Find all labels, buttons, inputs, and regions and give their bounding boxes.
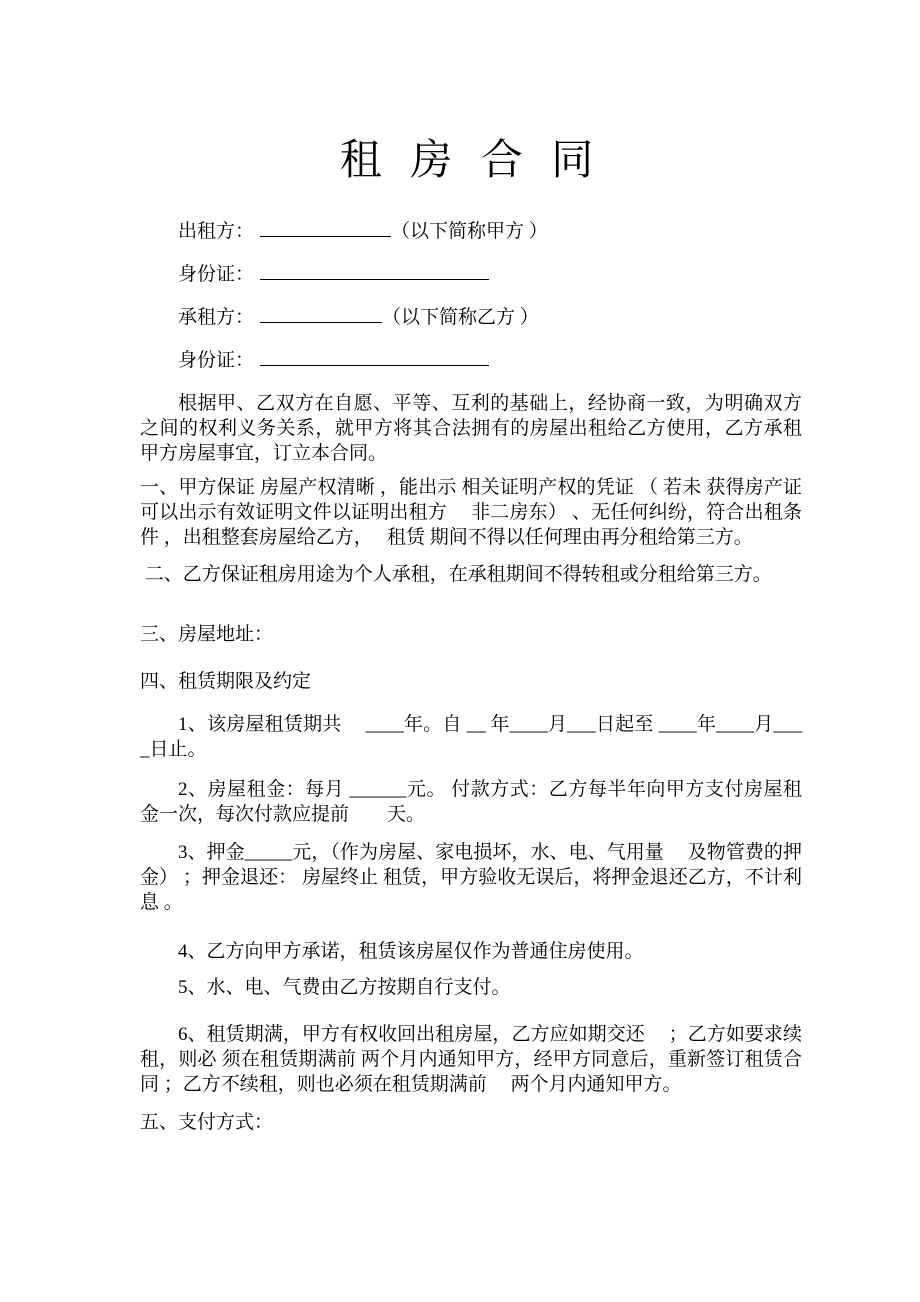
article-1-landlord-guarantee: 一、甲方保证 房屋产权清晰 ，能出示 相关证明产权的凭证 （ 若未 获得房产证可以出示有效证明文件以证明出租方 非二房东） 、无任何纠纷，符合出租条件 ，出租整套房屋给乙方， 租赁 期间不得以任何理由再分租给第三方。 [140, 477, 802, 548]
party-line-lessor-id [178, 262, 802, 287]
clause-2-rent-payment: 2、房屋租金：每月 ______元。 付款方式：乙方每半年向甲方支付房屋租金一次，每次付款应提前 天。 [140, 779, 802, 825]
lessee-name-blank[interactable] [260, 305, 382, 323]
contract-title: 租 房 合 同 [339, 138, 603, 184]
party-line-lessor [178, 219, 802, 244]
lessor-id-label: 身份证： [178, 264, 255, 285]
lessee-label: 承租方： [178, 307, 255, 328]
article-3-house-address: 三、房屋地址： [140, 624, 274, 645]
clause-5-utilities: 5、水、电、气费由乙方按期自行支付。 [178, 977, 511, 998]
article-2-tenant-guarantee: 二、乙方保证租房用途为个人承租，在承租期间不得转租或分租给第三方。 [140, 564, 772, 585]
clause-3-deposit: 3、押金_____元，（作为房屋、家电损坏，水、电、气用量 及物管费的押金） ；押金退还： 房屋终止 租赁，甲方验收无误后，将押金退还乙方，不计利息 。 [140, 842, 802, 913]
intro-paragraph: 根据甲、乙双方在自愿、平等、互利的基础上，经协商一致，为明确双方之间的权利义务关系，就甲方将其合法拥有的房屋出租给乙方使用，乙方承租甲方房屋事宜，订立本合同。 [140, 393, 802, 464]
clause-1-lease-period: 1、该房屋租赁期共 ____年。自 __ 年____月___日起至 ____年____月____日止。 [140, 714, 802, 760]
lessee-id-blank[interactable] [260, 348, 489, 366]
article-4-lease-term-heading: 四、租赁期限及约定 [140, 671, 312, 692]
party-line-lessee-id [178, 348, 802, 373]
lessor-name-blank[interactable] [260, 219, 391, 237]
lessor-label: 出租方： [178, 221, 255, 242]
lessor-id-blank[interactable] [260, 262, 489, 280]
article-5-payment-method: 五、支付方式： [140, 1112, 274, 1133]
clause-6-lease-expiry: 6、租赁期满，甲方有权收回出租房屋，乙方应如期交还 ；乙方如要求续租，则必 须在租赁期满前 两个月内通知甲方，经甲方同意后，重新签订租赁合同 ；乙方不续租，则也必须在租赁期满前 两个月内通知甲方。 [140, 1024, 802, 1095]
party-line-lessee [178, 305, 802, 330]
lessee-id-label: 身份证： [178, 350, 255, 371]
clause-4-residence-use: 4、乙方向甲方承诺，租赁该房屋仅作为普通住房使用。 [178, 941, 644, 962]
lessor-alias-note: （以下简称甲方 ） [391, 221, 548, 242]
lessee-alias-note: （以下简称乙方 ） [382, 307, 539, 328]
